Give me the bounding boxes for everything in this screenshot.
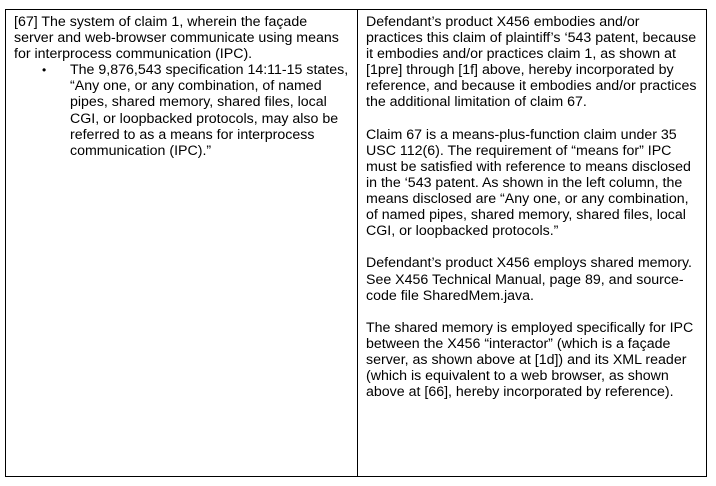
list-item: [14, 62, 349, 159]
claim-column: [6, 10, 358, 476]
claim-chart-table: [5, 9, 707, 477]
claim-text: [67] The system of claim 1, wherein the façade server and web-browser communicate using means for interprocess communication (IPC).: [14, 14, 339, 63]
analysis-paragraph-3: Defendant’s product X456 employs shared memory. See X456 Technical Manual, page 89, and source-code file SharedMem.java.: [366, 255, 692, 304]
analysis-paragraph-1: Defendant’s product X456 embodies and/or practices this claim of plaintiff’s ‘543 patent, because it embodies and/or practices claim 1, as shown at [1pre] through [1f] above, hereby incorporated by reference, and because it embodies and/or practices the additional limitation of claim 67.: [366, 14, 697, 111]
bullet-icon: •: [42, 63, 47, 78]
specification-quote: The 9,876,543 specification 14:11-15 states, “Any one, or any combination, of named pipes, shared memory, shared files, local CGI, or loopbacked protocols, may also be referred to as a means for interprocess communication (IPC).”: [70, 62, 349, 159]
analysis-paragraph-2: Claim 67 is a means-plus-function claim under 35 USC 112(6). The requirement of “means for” IPC must be satisfied with reference to means disclosed in the ‘543 patent. As shown in the left column, the means disclosed are “Any one, or any combination, of named pipes, shared memory, shared files, local CGI, or loopbacked protocols.”: [366, 126, 691, 240]
claim-support-list: [14, 62, 349, 159]
infringement-column: [358, 10, 706, 476]
analysis-paragraph-4: The shared memory is employed specifically for IPC between the X456 “interactor” (which is a façade server, as shown above at [1d]) and its XML reader (which is equivalent to a web browser, as shown above at [66], hereby incorporated by reference).: [366, 319, 694, 401]
